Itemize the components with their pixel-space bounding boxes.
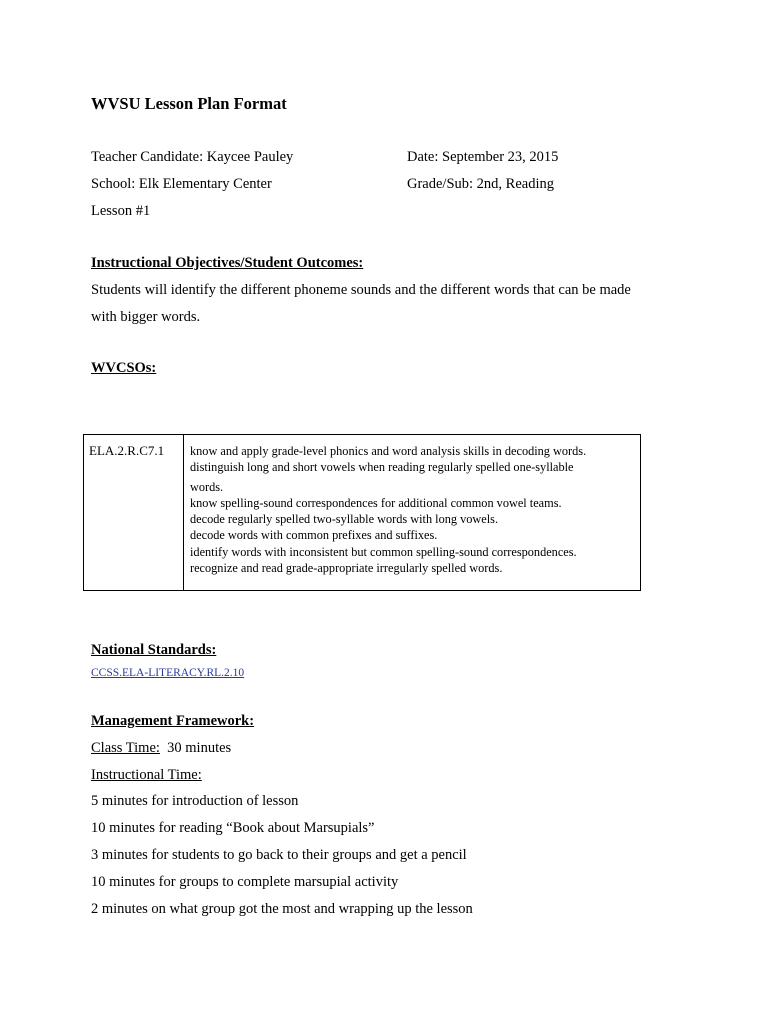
wvcsos-heading: WVCSOs:	[91, 360, 157, 376]
list-item: identify words with inconsistent but common spelling-sound correspondences.	[190, 544, 577, 559]
objectives-text-line-2: with bigger words.	[91, 309, 201, 325]
table-row	[84, 435, 641, 591]
lesson-date: Date: September 23, 2015	[407, 149, 559, 165]
list-item: know spelling-sound correspondences for additional common vowel teams.	[190, 495, 562, 510]
list-item: 3 minutes for students to go back to their groups and get a pencil	[91, 847, 467, 863]
teacher-candidate: Teacher Candidate: Kaycee Pauley	[91, 149, 294, 165]
list-item: words.	[190, 479, 224, 494]
list-item: recognize and read grade-appropriate irregularly spelled words.	[190, 561, 503, 576]
list-item: distinguish long and short vowels when reading regularly spelled one-syllable	[190, 460, 574, 475]
lesson-number: Lesson #1	[91, 203, 151, 219]
class-time-label: Class Time:	[91, 740, 160, 756]
standard-description	[184, 435, 641, 591]
school-name: School: Elk Elementary Center	[91, 176, 272, 192]
objectives-text-line-1: Students will identify the different phoneme sounds and the different words that can be made	[91, 282, 631, 298]
list-item: 5 minutes for introduction of lesson	[91, 793, 299, 809]
national-standards-heading: National Standards:	[91, 642, 217, 658]
national-standard-link[interactable]: CCSS.ELA-LITERACY.RL.2.10	[91, 667, 245, 679]
class-time	[91, 740, 231, 757]
instructional-time-label: Instructional Time:	[91, 767, 202, 783]
standard-code: ELA.2.R.C7.1	[84, 435, 184, 591]
wvcsos-table	[83, 434, 641, 591]
management-heading: Management Framework:	[91, 713, 255, 729]
list-item: 10 minutes for groups to complete marsupial activity	[91, 874, 399, 890]
list-item: 10 minutes for reading “Book about Marsupials”	[91, 820, 375, 836]
class-time-value: 30 minutes	[167, 740, 232, 756]
list-item: 2 minutes on what group got the most and wrapping up the lesson	[91, 901, 473, 917]
grade-subject: Grade/Sub: 2nd, Reading	[407, 176, 554, 192]
list-item: know and apply grade-level phonics and word analysis skills in decoding words.	[190, 444, 587, 458]
objectives-heading: Instructional Objectives/Student Outcomes:	[91, 255, 364, 271]
list-item: decode words with common prefixes and suffixes.	[190, 528, 438, 543]
list-item: decode regularly spelled two-syllable words with long vowels.	[190, 512, 499, 527]
document-title: WVSU Lesson Plan Format	[91, 94, 287, 113]
